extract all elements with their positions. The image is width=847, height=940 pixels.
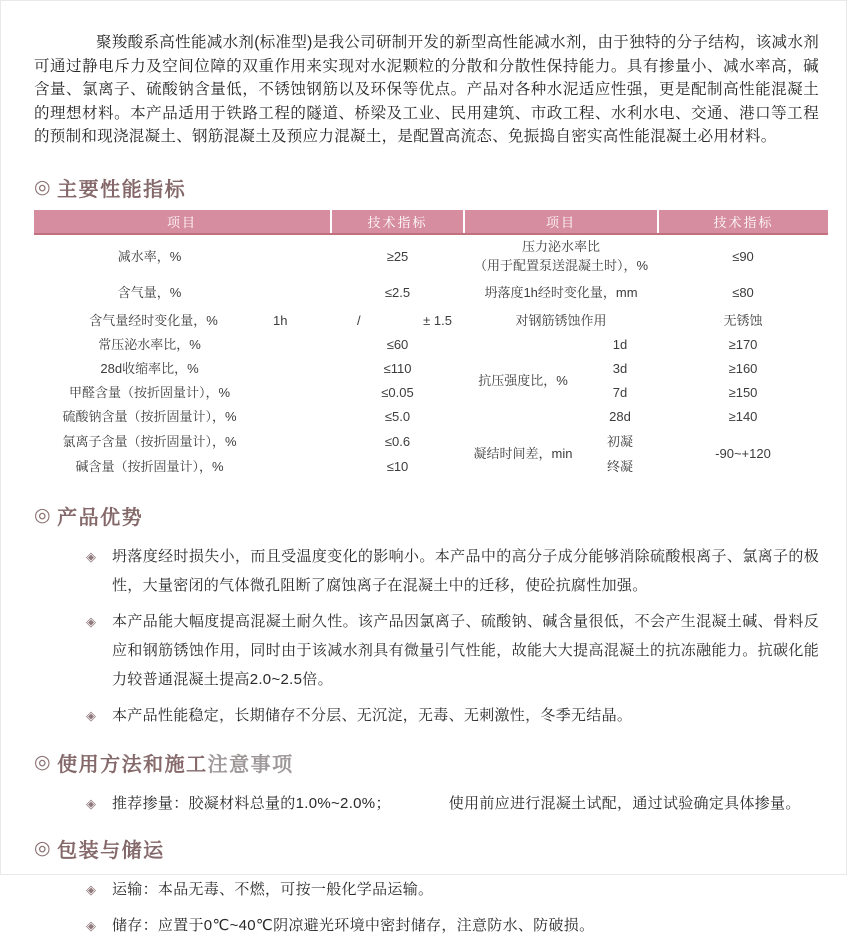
list-item: [34, 875, 819, 904]
bullet-diamond-icon: ◈: [86, 707, 96, 723]
cell-value: ≤2.5: [384, 285, 411, 300]
cell-value: 无锈蚀: [723, 312, 763, 328]
table-row: [34, 381, 828, 405]
double-circle-icon: ◎: [34, 751, 53, 773]
header-index-right: 技术指标: [658, 210, 828, 234]
cell-slash: /: [357, 312, 361, 328]
cell-item: 碱含量（按折固量计），%: [75, 459, 224, 474]
bullet-diamond-icon: ◈: [86, 881, 96, 897]
cell-value: ≥150: [728, 385, 758, 400]
cell-item: 含气量，%: [117, 285, 182, 300]
header-item-right: 项目: [464, 210, 658, 234]
cell-item: [464, 234, 658, 278]
usage-list: [34, 789, 819, 818]
stage-label: 初凝: [606, 433, 633, 449]
table-row: [34, 333, 828, 357]
list-item: [34, 701, 819, 730]
age-label: 7d: [612, 385, 628, 400]
table-row: [34, 429, 828, 455]
advantages-list: [34, 542, 819, 730]
cell-value: ≤5.0: [384, 409, 411, 424]
bullet-text: 坍落度经时损失小，而且受温度变化的影响小。本产品中的高分子成分能够消除硫酸根离子、氯离子的极性，大量密闭的气体微孔阻断了腐蚀离子在混凝土中的迁移，使砼抗腐性加强。: [112, 547, 819, 594]
cell-line: 压力泌水率比: [521, 239, 600, 254]
cell-value: ≥25: [386, 248, 409, 264]
list-item: [34, 607, 819, 694]
table-row: [34, 234, 828, 278]
cell-value: ≥140: [728, 409, 758, 424]
cell-label: 凝结时间差，min: [473, 446, 573, 461]
double-circle-icon: ◎: [34, 504, 53, 526]
section-heading-advantages: [34, 501, 819, 530]
cell-item: 甲醛含量（按折固量计），%: [68, 385, 231, 400]
stage-label: 终凝: [606, 458, 633, 474]
list-item: [34, 911, 819, 940]
cell-setting-group: [464, 429, 658, 479]
list-item: [34, 542, 819, 600]
cell-value: ≤10: [386, 459, 409, 474]
cell-item: [34, 308, 331, 333]
table-row: [34, 357, 828, 381]
cell-value: [331, 308, 464, 333]
table-row: [34, 278, 828, 308]
section-heading-performance: [34, 173, 819, 202]
header-index-left: 技术指标: [331, 210, 464, 234]
cell-value: ≥170: [728, 337, 758, 352]
age-label: 3d: [612, 361, 628, 376]
section-title: 使用方法和施工: [57, 753, 208, 776]
cell-item: 硫酸钠含量（按折固量计），%: [62, 409, 237, 424]
table-row: [34, 405, 828, 429]
cell-value: ≤0.05: [381, 385, 414, 400]
section-title-faded: 注意事项: [207, 753, 294, 776]
cell-value: ≤90: [732, 248, 754, 264]
table-header-row: [34, 210, 828, 234]
section-title: 主要性能指标: [57, 178, 187, 201]
age-label: 28d: [609, 409, 631, 424]
bullet-diamond-icon: ◈: [86, 795, 96, 811]
bullet-text: [112, 789, 819, 818]
performance-table: [34, 210, 828, 479]
cell-label: 抗压强度比，%: [478, 373, 568, 388]
cell-line: （用于配置泵送混凝土时），%: [473, 258, 649, 273]
cell-value: ≤110: [383, 361, 412, 376]
section-heading-packaging: [34, 834, 819, 863]
table-row: [34, 308, 828, 333]
bullet-diamond-icon: ◈: [86, 917, 96, 933]
cell-item: 常压泌水率比，%: [98, 337, 201, 352]
bullet-diamond-icon: ◈: [86, 548, 96, 564]
bullet-diamond-icon: ◈: [86, 613, 96, 629]
cell-sub: 1h: [273, 312, 288, 328]
cell-strength-group: [464, 333, 658, 429]
trial-note-text: 使用前应进行混凝土试配，通过试验确定具体掺量。: [448, 794, 801, 812]
cell-value: ≥160: [728, 361, 758, 376]
bullet-text: 本产品能大幅度提高混凝土耐久性。该产品因氯离子、硫酸钠、碱含量很低，不会产生混凝土碱、骨料反应和钢筋锈蚀作用，同时由于该减水剂具有微量引气性能，故能大大提高混凝土的抗冻融能力。抗碳化能力较普通混凝土提高2.0~2.5倍。: [112, 612, 819, 688]
cell-value: -90~+120: [715, 446, 771, 461]
cell-item: 坍落度1h经时变化量，mm: [484, 285, 638, 300]
double-circle-icon: ◎: [34, 176, 53, 198]
section-title: 产品优势: [57, 506, 144, 529]
cell-item: 氯离子含量（按折固量计），%: [62, 434, 237, 449]
section-heading-usage: [34, 748, 819, 777]
intro-paragraph: 聚羧酸系高性能减水剂(标准型)是我公司研制开发的新型高性能减水剂，由于独特的分子结构，该减水剂可通过静电斥力及空间位障的双重作用来实现对水泥颗粒的分散和分散性保持能力。具有掺量小、减水率高，碱含量、氯离子、硫酸钠含量低，不锈蚀钢筋以及环保等优点。产品对各种水泥适应性强，更是配制高性能混凝土的理想材料。本产品适用于铁路工程的隧道、桥梁及工业、民用建筑、市政工程、水利水电、交通、港口等工程的预制和现浇混凝土、钢筋混凝土及预应力混凝土，是配置高流态、免振捣自密实高性能混凝土必用材料。: [34, 34, 819, 145]
header-item-left: 项目: [34, 210, 331, 234]
cell-value: ≤60: [386, 337, 409, 352]
list-item: [34, 789, 819, 818]
bullet-text: 储存：应置于0℃~40℃阴凉避光环境中密封储存，注意防水、防破损。: [112, 916, 595, 934]
section-title: 包装与储运: [57, 839, 165, 862]
packaging-list: [34, 875, 819, 940]
cell-item: 减水率，%: [117, 248, 182, 264]
cell-value: ≤80: [732, 285, 754, 300]
bullet-text: 本产品性能稳定，长期储存不分层、无沉淀，无毒、无刺激性，冬季无结晶。: [112, 706, 633, 724]
cell-value-text: ± 1.5: [423, 312, 452, 328]
cell-label: 含气量经时变化量，%: [89, 312, 218, 328]
cell-item: 28d收缩率比，%: [100, 361, 199, 376]
dosage-text: 推荐掺量：胶凝材料总量的1.0%~2.0%；: [112, 794, 391, 812]
double-circle-icon: ◎: [34, 837, 53, 859]
cell-item: 对钢筋锈蚀作用: [515, 312, 607, 328]
cell-value: ≤0.6: [384, 434, 411, 449]
age-label: 1d: [612, 337, 628, 352]
bullet-text: 运输：本品无毒、不燃，可按一般化学品运输。: [112, 880, 434, 898]
